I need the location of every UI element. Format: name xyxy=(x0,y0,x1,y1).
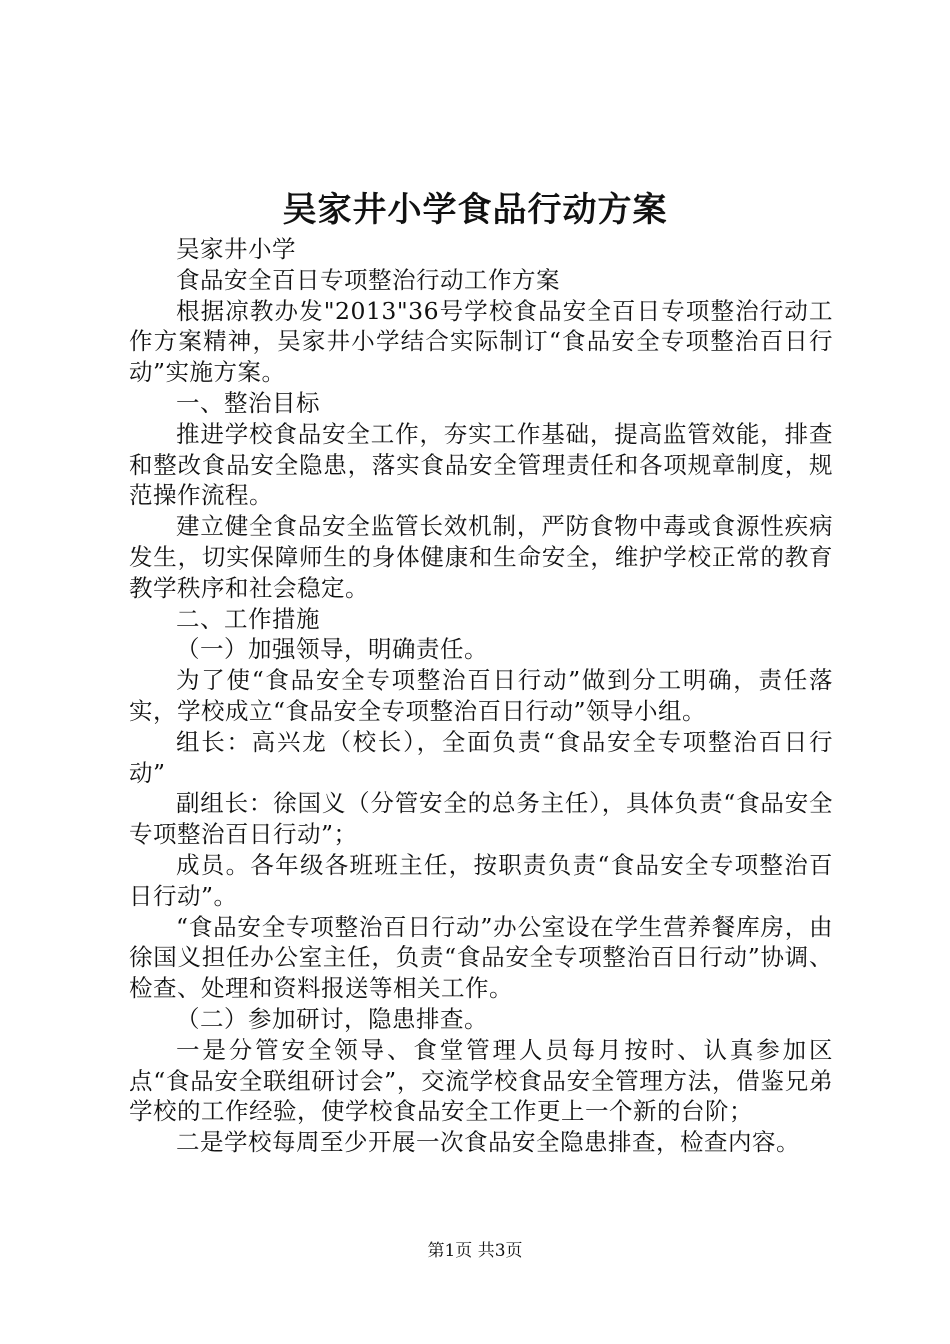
paragraph-inspection-2: 二是学校每周至少开展一次食品安全隐患排查，检查内容。 xyxy=(176,1128,800,1157)
paragraph-members: 成员。各年级各班班主任，按职责负责“食品安全专项整治百日行动”。 xyxy=(129,850,833,910)
paragraph-group-leader: 组长：高兴龙（校长），全面负责“食品安全专项整治百日行动” xyxy=(129,727,833,787)
paragraph-leadership-group: 为了使“食品安全专项整治百日行动”做到分工明确，责任落实，学校成立“食品安全专项整治百日行动”领导小组。 xyxy=(129,666,833,725)
paragraph-deputy-leader: 副组长：徐国义（分管安全的总务主任），具体负责“食品安全专项整治百日行动”； xyxy=(129,789,833,849)
paragraph-plan-title: 食品安全百日专项整治行动工作方案 xyxy=(176,265,560,294)
paragraph-goal-2: 建立健全食品安全监管长效机制，严防食物中毒或食源性疾病发生，切实保障师生的身体健康和生命安全，维护学校正常的教育教学秩序和社会稳定。 xyxy=(129,512,833,602)
document-body xyxy=(129,234,833,1158)
document-title: 吴家井小学食品行动方案 xyxy=(282,190,668,230)
section-heading-goals: 一、整治目标 xyxy=(176,388,320,417)
paragraph-office: “食品安全专项整治百日行动”办公室设在学生营养餐库房，由徐国义担任办公室主任，负责“食品安全专项整治百日行动”协调、检查、处理和资料报送等相关工作。 xyxy=(129,912,833,1003)
subsection-heading-leadership: （一）加强领导，明确责任。 xyxy=(176,635,488,664)
paragraph-school-name: 吴家井小学 xyxy=(176,235,296,263)
paragraph-inspection-1: 一是分管安全领导、食堂管理人员每月按时、认真参加区点“食品安全联组研讨会”，交流学校食品安全管理方法，借鉴兄弟学校的工作经验，使学校食品安全工作更上一个新的台阶； xyxy=(129,1035,833,1126)
paragraph-goal-1: 推进学校食品安全工作，夯实工作基础，提高监管效能，排查和整改食品安全隐患，落实食品安全管理责任和各项规章制度，规范操作流程。 xyxy=(129,419,833,510)
subsection-heading-inspection: （二）参加研讨，隐患排查。 xyxy=(176,1004,488,1033)
page-number-footer: 第1页 共3页 xyxy=(427,1241,523,1261)
section-heading-measures: 二、工作措施 xyxy=(176,604,320,633)
paragraph-intro: 根据凉教办发"2013"36号学校食品安全百日专项整治行动工作方案精神，吴家井小学结合实际制订“食品安全专项整治百日行动”实施方案。 xyxy=(129,296,833,387)
